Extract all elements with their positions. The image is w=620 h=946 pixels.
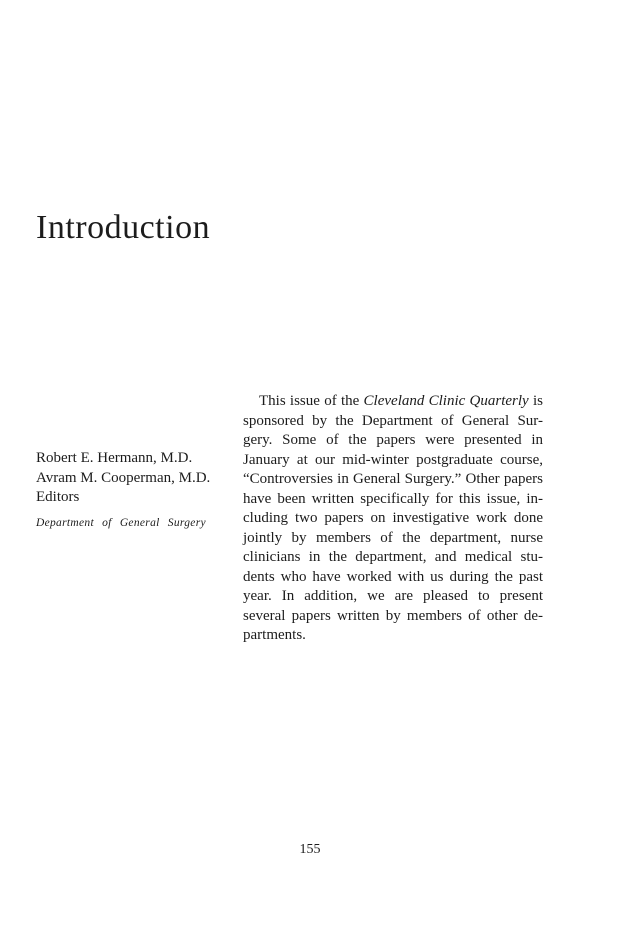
text-line: This issue of the Cleveland Clinic Quarterly is: [259, 393, 543, 409]
journal-name: Cleveland Clinic Quarterly: [363, 393, 529, 409]
text-line: sponsored by the Department of General Sur-: [243, 412, 543, 429]
text-line: have been written specifically for this issue, in-: [243, 490, 543, 507]
text-line: several papers written by members of other de-: [243, 607, 543, 624]
department-affiliation: Department of General Surgery: [36, 516, 206, 529]
text-line: clinicians in the department, and medical stu-: [243, 549, 543, 565]
text-line: year. In addition, we are pleased to present: [243, 588, 543, 604]
article-title: Introduction: [36, 209, 211, 246]
text-line: gery. Some of the papers were presented in: [243, 432, 543, 448]
text-line: “Controversies in General Surgery.” Other papers: [243, 471, 543, 487]
editor-role: Editors: [36, 489, 80, 505]
page-number: 155: [299, 842, 321, 857]
byline: [36, 449, 236, 531]
text-line: partments.: [243, 627, 306, 643]
author-name: Avram M. Cooperman, M.D.: [36, 469, 211, 486]
text-line: jointly by members of the department, nurse: [243, 529, 543, 546]
text-line: January at our mid-winter postgraduate course,: [243, 451, 543, 468]
text-line: dents who have worked with us during the past: [243, 568, 543, 585]
text-line: cluding two papers on investigative work done: [243, 510, 543, 526]
introduction-body: [243, 392, 543, 646]
author-name: Robert E. Hermann, M.D.: [36, 450, 193, 466]
